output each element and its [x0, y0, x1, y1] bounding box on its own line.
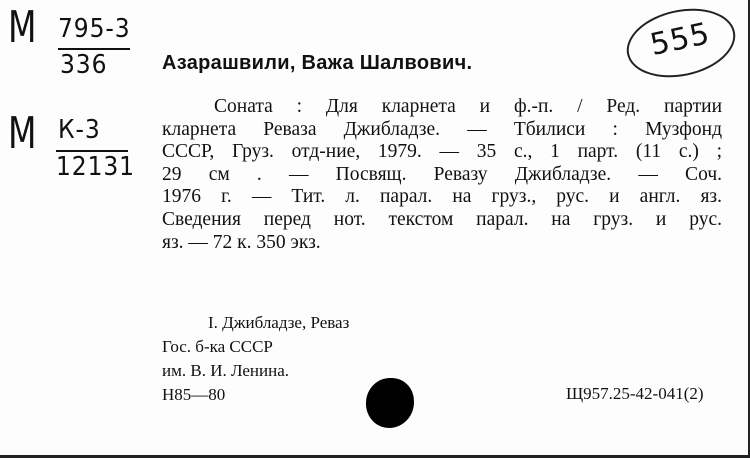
punch-hole — [366, 378, 414, 428]
tracing-block — [162, 311, 350, 407]
description-line: Сведения перед нот. текстом парал. на груз. и рус. — [162, 208, 722, 230]
bibliographic-description — [162, 96, 722, 254]
description-line: СССР, Груз. отд-ние, 1979. — 35 с., 1 парт. (11 с.) ; — [162, 141, 722, 163]
card-number: Н85—80 — [162, 385, 226, 404]
description-line: кларнета Реваза Джибладзе. — Тбилиси : Музфонд — [162, 118, 722, 140]
call-mark-bottom-2: 12131 — [56, 152, 135, 182]
description-line: Соната : Для кларнета и ф.-п. / Ред. партии — [214, 96, 722, 117]
author-heading: Азарашвили, Важа Шалвович. — [162, 52, 473, 74]
call-mark-top-2: К-3 — [58, 115, 101, 145]
call-mark-letter-2: М — [8, 108, 38, 159]
description-line: 29 см . — Посвящ. Ревазу Джибладзе. — Соч. — [162, 163, 722, 185]
call-mark-letter-1: М — [8, 2, 38, 53]
library-name: Гос. б-ка СССР — [162, 337, 273, 356]
library-name-cont: им. В. И. Ленина. — [162, 361, 290, 380]
call-mark-bottom-1: 336 — [60, 50, 108, 80]
classification-code: Щ957.25-42-041(2) — [566, 384, 704, 403]
description-line: яз. — 72 к. 350 экз. — [162, 231, 321, 253]
description-line: 1976 г. — Тит. л. парал. на груз., рус. и англ. яз. — [162, 186, 722, 208]
stamp-number: 555 — [647, 16, 714, 63]
inventory-stamp — [620, 0, 741, 87]
call-mark-top-1: 795-3 — [58, 14, 131, 44]
added-entry: I. Джибладзе, Реваз — [208, 313, 350, 332]
